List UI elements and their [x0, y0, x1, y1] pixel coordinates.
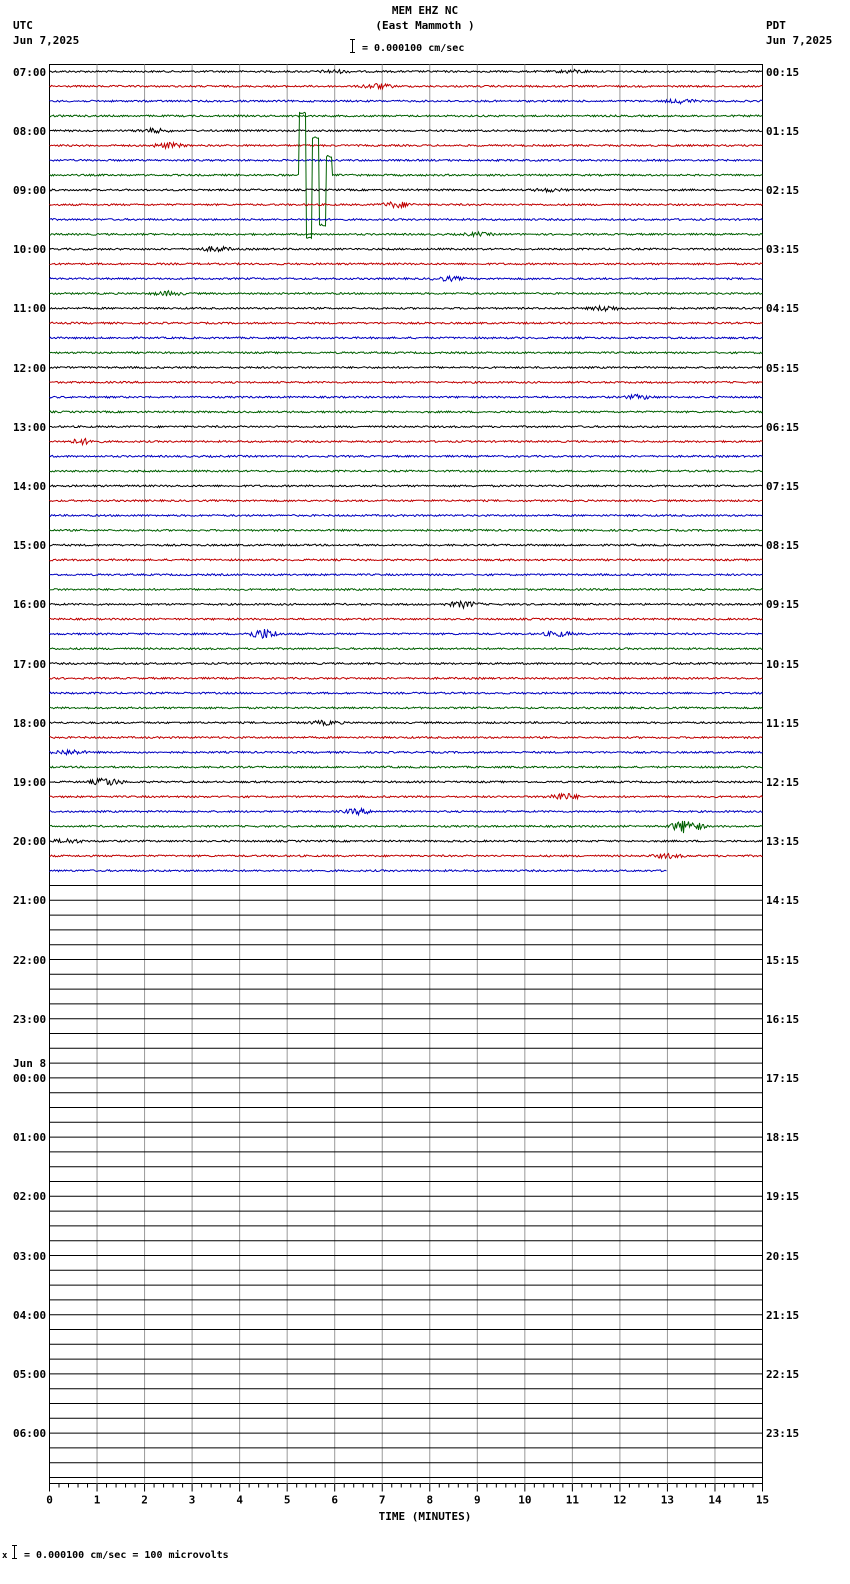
header-station: MEM EHZ NC [391, 4, 459, 17]
trace-line-row-28 [50, 485, 763, 487]
left-hour-label: 13:00 [13, 420, 47, 434]
trace-line-row-19 [50, 352, 763, 354]
left-hour-label: 23:00 [13, 1012, 47, 1026]
right-hour-label: 22:15 [766, 1367, 800, 1381]
right-hour-label: 06:15 [766, 420, 800, 434]
trace-line-row-36 [50, 601, 763, 608]
trace-line-row-43 [50, 707, 763, 709]
left-hour-label: 07:00 [13, 65, 47, 79]
x-axis-title: TIME (MINUTES) [378, 1510, 472, 1523]
trace-line-row-34 [50, 574, 763, 576]
x-tick-label: 15 [755, 1493, 770, 1507]
trace-line-row-24 [50, 426, 763, 428]
trace-line-row-4 [50, 128, 763, 133]
left-hour-label: 08:00 [13, 124, 47, 138]
footer-scale: = 0.000100 cm/sec = 100 microvolts [24, 1550, 229, 1561]
right-hour-label: 00:15 [766, 65, 800, 79]
x-tick-label: 7 [378, 1493, 386, 1507]
left-hour-label: 05:00 [13, 1367, 47, 1381]
x-tick-label: 14 [708, 1493, 722, 1507]
x-tick-label: 0 [46, 1493, 53, 1507]
right-hour-label: 07:15 [766, 479, 800, 493]
trace-line-row-48 [50, 778, 763, 785]
left-hour-label: 09:00 [13, 183, 47, 197]
trace-line-row-6 [50, 159, 763, 161]
x-tick-label: 12 [613, 1493, 627, 1507]
trace-line-row-49 [50, 794, 763, 800]
trace-line-row-44 [50, 720, 763, 725]
trace-line-row-18 [50, 337, 763, 339]
trace-line-row-47 [50, 766, 763, 768]
trace-line-row-38 [50, 629, 763, 638]
left-hour-label: 16:00 [13, 598, 47, 612]
left-hour-label: 19:00 [13, 775, 47, 789]
trace-line-row-22 [50, 395, 763, 400]
left-hour-label: 11:00 [13, 302, 47, 316]
left-hour-label: 18:00 [13, 716, 47, 730]
trace-line-row-29 [50, 500, 763, 502]
left-hour-label: 14:00 [13, 479, 47, 493]
x-tick-label: 8 [426, 1493, 434, 1507]
header-scale: = 0.000100 cm/sec [362, 43, 465, 54]
right-hour-label: 04:15 [766, 302, 800, 316]
left-hour-label: 22:00 [13, 953, 47, 967]
right-hour-label: 17:15 [766, 1071, 800, 1085]
trace-line-row-5 [50, 143, 763, 149]
x-tick-label: 3 [188, 1493, 196, 1507]
trace-line-row-8 [50, 188, 763, 192]
left-hour-label: 17:00 [13, 657, 47, 671]
right-hour-label: 14:15 [766, 894, 800, 908]
right-hour-label: 01:15 [766, 124, 800, 138]
right-hour-label: 08:15 [766, 539, 800, 553]
trace-line-row-51 [50, 821, 763, 833]
trace-line-row-54 [50, 870, 667, 872]
left-hour-label: 06:00 [13, 1427, 47, 1441]
right-hour-label: 02:15 [766, 183, 800, 197]
trace-line-row-32 [50, 544, 763, 546]
trace-line-row-39 [50, 648, 763, 650]
left-date-label: Jun 8 [13, 1056, 47, 1070]
trace-line-row-12 [50, 246, 763, 251]
left-hour-label: 00:00 [13, 1071, 47, 1085]
right-hour-label: 12:15 [766, 775, 800, 789]
right-hour-label: 18:15 [766, 1131, 800, 1145]
right-hour-label: 05:15 [766, 361, 800, 375]
trace-line-row-21 [50, 381, 763, 383]
footer-scale-bar-icon [14, 1545, 15, 1559]
trace-line-row-14 [50, 276, 763, 281]
right-hour-label: 10:15 [766, 657, 800, 671]
trace-line-row-9 [50, 202, 763, 208]
right-hour-label: 21:15 [766, 1308, 800, 1322]
x-tick-label: 6 [331, 1493, 339, 1507]
x-tick-label: 10 [518, 1493, 532, 1507]
left-hour-label: 15:00 [13, 539, 47, 553]
trace-line-row-30 [50, 515, 763, 517]
trace-line-row-45 [50, 737, 763, 739]
right-hour-label: 16:15 [766, 1012, 800, 1026]
trace-line-row-26 [50, 455, 763, 457]
right-hour-label: 15:15 [766, 953, 800, 967]
x-tick-label: 2 [141, 1493, 148, 1507]
trace-line-row-41 [50, 677, 763, 679]
left-date: Jun 7,2025 [13, 34, 80, 47]
trace-line-row-17 [50, 322, 763, 324]
left-timezone: UTC [13, 19, 33, 32]
right-hour-label: 09:15 [766, 598, 800, 612]
trace-line-row-23 [50, 411, 763, 413]
header-location: (East Mammoth ) [375, 19, 475, 32]
x-tick-label: 4 [236, 1493, 243, 1507]
trace-line-row-50 [50, 809, 763, 815]
left-hour-label: 04:00 [13, 1308, 47, 1322]
right-hour-label: 20:15 [766, 1249, 800, 1263]
left-hour-label: 20:00 [13, 835, 47, 849]
trace-line-row-27 [50, 470, 763, 472]
x-tick-label: 11 [565, 1493, 579, 1507]
right-hour-label: 13:15 [766, 835, 800, 849]
left-hour-label: 12:00 [13, 361, 47, 375]
trace-line-row-1 [50, 84, 763, 89]
trace-line-row-11 [50, 232, 763, 236]
right-hour-label: 19:15 [766, 1190, 800, 1204]
x-tick-label: 1 [93, 1493, 101, 1507]
footer-prefix: x [2, 1551, 8, 1561]
left-hour-label: 21:00 [13, 894, 47, 908]
trace-line-row-10 [50, 219, 763, 221]
x-tick-label: 13 [660, 1493, 675, 1507]
left-hour-label: 01:00 [13, 1131, 47, 1145]
trace-line-row-20 [50, 367, 763, 369]
trace-line-row-16 [50, 306, 763, 311]
trace-line-row-25 [50, 439, 763, 445]
trace-line-row-15 [50, 291, 763, 296]
trace-line-row-3 [50, 115, 763, 117]
x-tick-label: 9 [473, 1493, 481, 1507]
right-hour-label: 03:15 [766, 243, 800, 257]
trace-line-row-40 [50, 663, 763, 665]
left-hour-label: 03:00 [13, 1249, 47, 1263]
right-timezone: PDT [766, 19, 786, 32]
trace-line-row-33 [50, 559, 763, 561]
x-tick-label: 5 [283, 1493, 291, 1507]
trace-line-row-53 [50, 854, 763, 859]
trace-line-row-46 [50, 750, 763, 755]
left-hour-label: 10:00 [13, 243, 47, 257]
trace-line-row-2 [50, 99, 763, 104]
trace-line-row-52 [50, 839, 763, 843]
trace-line-row-35 [50, 589, 763, 591]
left-hour-label: 02:00 [13, 1190, 47, 1204]
trace-line-row-42 [50, 692, 763, 694]
right-hour-label: 23:15 [766, 1427, 800, 1441]
trace-line-row-0 [50, 69, 763, 73]
trace-line-row-37 [50, 618, 763, 620]
trace-line-row-13 [50, 263, 763, 265]
trace-line-row-31 [50, 529, 763, 531]
right-date: Jun 7,2025 [766, 34, 833, 47]
right-hour-label: 11:15 [766, 716, 800, 730]
